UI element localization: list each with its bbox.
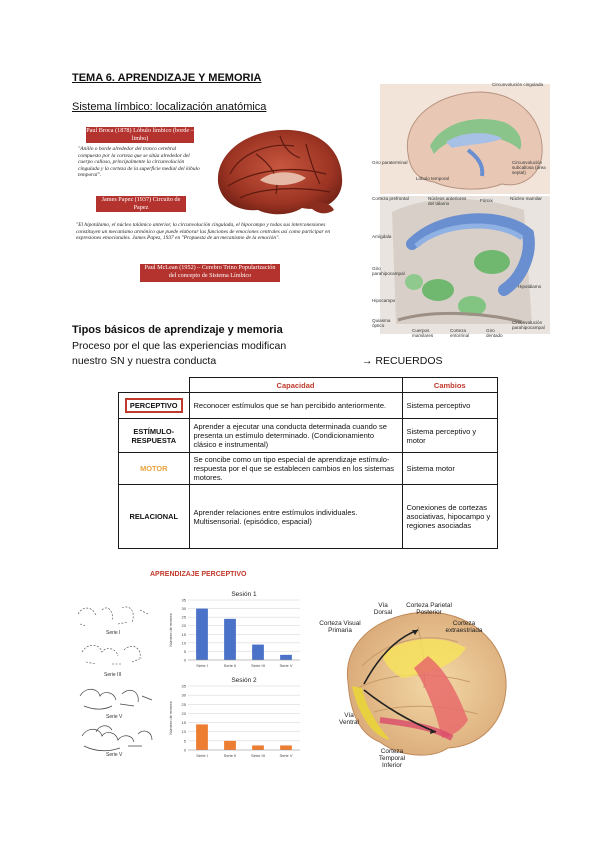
label-extrastriate-cortex: Corteza extraestriada bbox=[445, 620, 483, 634]
x-tick-label: Serie V bbox=[279, 753, 293, 758]
y-tick-label: 5 bbox=[183, 648, 186, 654]
label-hippocampus: Hipocampo bbox=[372, 298, 396, 303]
row-cambios: Conexiones de cortezas asociativas, hipocampo y regiones asociadas bbox=[402, 485, 498, 549]
row-type-motor: MOTOR bbox=[119, 453, 190, 485]
bar bbox=[280, 745, 292, 750]
label-hypothalamus: Hipotálamo bbox=[518, 284, 542, 289]
chart-title: Sesión 1 bbox=[231, 591, 257, 598]
table-row bbox=[119, 485, 498, 549]
session2-bar-chart bbox=[168, 674, 308, 764]
page-title: TEMA 6. APRENDIZAJE Y MEMORIA bbox=[72, 72, 262, 84]
x-tick-label: Serie I bbox=[196, 663, 208, 668]
label-cingulate: Circunvolución cingulada bbox=[492, 82, 544, 87]
y-tick-label: 30 bbox=[181, 692, 186, 698]
bar bbox=[224, 741, 236, 750]
visual-pathways-figure bbox=[318, 596, 514, 768]
y-tick-label: 25 bbox=[181, 614, 186, 620]
y-tick-label: 20 bbox=[181, 623, 186, 629]
x-tick-label: Serie III bbox=[251, 663, 265, 668]
row-cambios: Sistema perceptivo bbox=[402, 393, 498, 419]
y-tick-label: 5 bbox=[183, 738, 186, 744]
label-subcallosal: Circunvolución subcallosa (área septal) bbox=[512, 160, 546, 175]
label-parahippocampal-circ: Circunvolución parahipocampal bbox=[512, 320, 545, 330]
recuerdos-label: → RECUERDOS bbox=[362, 355, 443, 367]
y-tick-label: 0 bbox=[183, 747, 186, 753]
row-type-relacional: RELACIONAL bbox=[119, 485, 190, 549]
label-amygdala: Amígdala bbox=[372, 234, 392, 239]
gollin-sketch-drawing bbox=[72, 600, 162, 760]
table-row bbox=[119, 453, 498, 485]
chart-title: Sesión 2 bbox=[231, 677, 257, 684]
section-text-line1: Proceso por el que las experiencias modifican bbox=[72, 340, 287, 352]
row-capacidad: Reconocer estímulos que se han percibido anteriormente. bbox=[189, 393, 402, 419]
learning-types-table bbox=[118, 377, 498, 549]
y-tick-label: 25 bbox=[181, 701, 186, 707]
label-mamillary-nucleus: Núcleo mamilar bbox=[510, 196, 542, 201]
bar bbox=[252, 645, 264, 660]
page-subtitle: Sistema límbico: localización anatómica bbox=[72, 101, 267, 113]
row-capacidad: Aprender relaciones entre estímulos individuales. Multisensorial. (episódico, espacial) bbox=[189, 485, 402, 549]
table-header-capacidad: Capacidad bbox=[189, 378, 402, 393]
row-cambios: Sistema motor bbox=[402, 453, 498, 485]
session1-bar-chart bbox=[168, 588, 308, 674]
label-entorhinal: Corteza entorrinal bbox=[450, 328, 470, 338]
y-tick-label: 10 bbox=[181, 640, 186, 646]
sketch-caption-4: Serie V bbox=[106, 752, 123, 758]
x-tick-label: Serie II bbox=[223, 663, 237, 668]
label-parahippocampal-gyrus: Giro parahipocampal bbox=[372, 266, 405, 276]
table-header-empty bbox=[119, 378, 190, 393]
brain-sagittal-image bbox=[210, 124, 348, 220]
x-tick-label: Serie III bbox=[251, 753, 265, 758]
y-tick-label: 20 bbox=[181, 710, 186, 716]
bar bbox=[196, 724, 208, 750]
y-tick-label: 0 bbox=[183, 657, 186, 663]
y-tick-label: 10 bbox=[181, 729, 186, 735]
table-header-cambios: Cambios bbox=[402, 378, 498, 393]
perceptual-learning-heading: APRENDIZAJE PERCEPTIVO bbox=[150, 571, 247, 578]
label-dentate: Giro dentado bbox=[486, 328, 503, 338]
label-optic-chiasm: Quiasma óptico bbox=[372, 318, 391, 328]
label-anterior-thalamus: Núcleos anteriores del tálamo bbox=[428, 196, 467, 206]
gollin-sketches bbox=[72, 600, 162, 760]
label-temporal: Lóbulo temporal bbox=[416, 176, 449, 181]
limbic-history-figure bbox=[72, 122, 350, 286]
bar bbox=[280, 655, 292, 660]
bar bbox=[224, 619, 236, 660]
sketch-caption-2: Serie III bbox=[104, 672, 122, 678]
table-header-row bbox=[119, 378, 498, 393]
y-axis-label: Número de errores bbox=[168, 613, 173, 647]
papez-quote: "El hipotálamo, el núcleo talámico anterior, la circunvolución cingulada, el hipocampo y todas sus interconexiones constituyen un mecanismo armónico que puede elaborar las funciones de emociones centrales así como participar en expresiones emocionales. James Papez, 1937 en "Propuesta de un mecanismo de la emoción". bbox=[76, 222, 331, 242]
row-capacidad: Aprender a ejecutar una conducta determinada cuando se presenta un estímulo determinado. (Condicionamiento clásico e instrumental) bbox=[189, 419, 402, 453]
sketch-caption-3: Serie V bbox=[106, 714, 123, 720]
y-tick-label: 15 bbox=[181, 720, 186, 726]
sketch-caption-1: Serie I bbox=[106, 630, 121, 636]
section-heading: Tipos básicos de aprendizaje y memoria bbox=[72, 324, 283, 336]
maclean-box: Paul McLean (1952) – Cerebro Trino Popularización del concepto de Sistema Límbico bbox=[140, 264, 280, 282]
label-mamillary-bodies: Cuerpos mamilares bbox=[412, 328, 434, 338]
broca-box: Paul Broca (1878) Lóbulo límbico (borde – limbo) bbox=[86, 127, 194, 142]
x-tick-label: Serie I bbox=[196, 753, 208, 758]
label-fornix: Fórnix bbox=[480, 198, 493, 203]
table-row bbox=[119, 419, 498, 453]
x-tick-label: Serie V bbox=[279, 663, 293, 668]
y-tick-label: 35 bbox=[181, 597, 186, 603]
label-dorsal-path: Vía Dorsal bbox=[373, 602, 393, 616]
row-capacidad: Se concibe como un tipo especial de aprendizaje estímulo-respuesta por el que se establecen cambios en los sistemas motores. bbox=[189, 453, 402, 485]
label-primary-visual-cortex: Corteza Visual Primaria bbox=[319, 620, 361, 634]
bar bbox=[196, 609, 208, 660]
x-tick-label: Serie II bbox=[223, 753, 237, 758]
label-prefrontal: Corteza prefrontal bbox=[372, 196, 409, 201]
table-row bbox=[119, 393, 498, 419]
y-axis-label: Número de errores bbox=[168, 701, 173, 735]
section-text-line2: nuestro SN y nuestra conducta bbox=[72, 355, 217, 367]
broca-quote: "Anillo o borde alrededor del tronco cerebral compuesto por la corteza que se sitúa alrededor del cuerpo calloso, principalmente la circunvolución cingulada y la corteza de la superficie medial del lóbulo temporal". bbox=[78, 146, 200, 179]
limbic-anatomy-figure bbox=[372, 84, 550, 336]
y-tick-label: 30 bbox=[181, 606, 186, 612]
label-parietal-cortex: Corteza Parietal Posterior bbox=[406, 602, 452, 616]
y-tick-label: 15 bbox=[181, 631, 186, 637]
label-paraterminal: Giro paraterminal bbox=[372, 160, 408, 165]
label-ventral-path: Vía Ventral bbox=[339, 712, 359, 726]
papez-box: James Papez (1937) Circuito de Papez bbox=[96, 196, 186, 212]
row-type-perceptivo: PERCEPTIVO bbox=[125, 398, 183, 413]
bar bbox=[252, 745, 264, 750]
y-tick-label: 35 bbox=[181, 683, 186, 689]
row-type-estimulo: ESTÍMULO-RESPUESTA bbox=[119, 419, 190, 453]
label-inferior-temporal-cortex: Corteza Temporal Inferior bbox=[378, 748, 406, 769]
row-cambios: Sistema perceptivo y motor bbox=[402, 419, 498, 453]
